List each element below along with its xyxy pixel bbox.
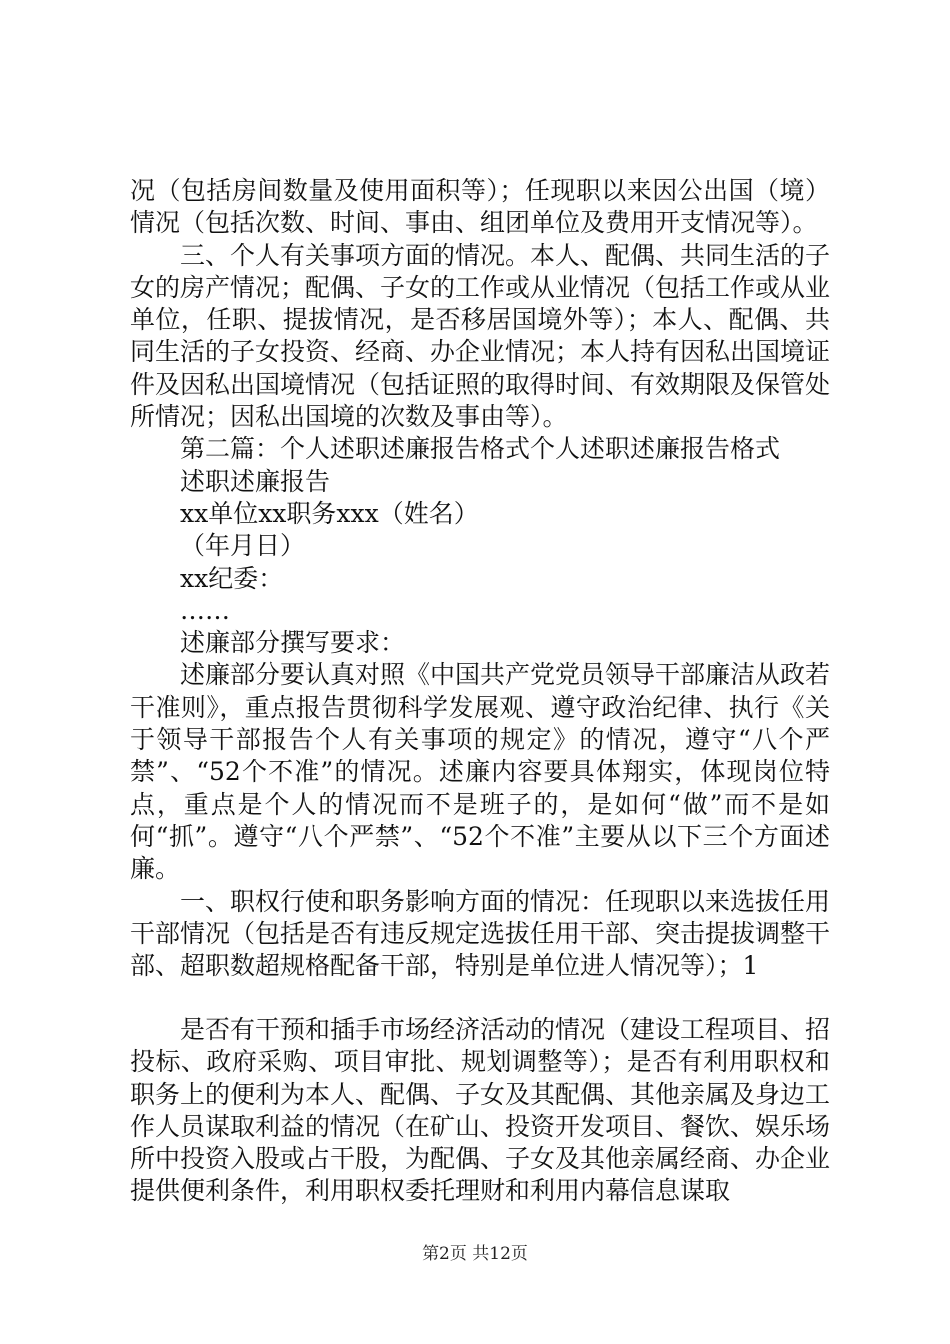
paragraph-market-activity: 是否有干预和插手市场经济活动的情况（建设工程项目、招投标、政府采购、项目审批、规划调整等）；是否有利用职权和职务上的便利为本人、配偶、子女及其配偶、其他亲属及身边工作人员谋取利益的情况（在矿山、投资开发项目、餐饮、娱乐场所中投资入股或占干股，为配偶、子女及其他亲属经商、办企业提供便利条件，利用职权委托理财和利用内幕信息谋取: [130, 1015, 831, 1206]
page-number: 第2页 共12页: [422, 1244, 528, 1264]
ellipsis-line: ……: [180, 595, 230, 625]
paragraph-continued: 况（包括房间数量及使用面积等）；任现职以来因公出国（境）情况（包括次数、时间、事由、组团单位及费用开支情况等）。: [130, 176, 830, 238]
paragraph-requirements: 述廉部分要认真对照《中国共产党党员领导干部廉洁从政若干准则》，重点报告贯彻科学发展观、遵守政治纪律、执行《关于领导干部报告个人有关事项的规定》的情况，遵守“八个严禁”、“52个不准”的情况。述廉内容要具体翔实，体现岗位特点，重点是个人的情况而不是班子的，是如何“做”而不是如何“抓”。遵守“八个严禁”、“52个不准”主要从以下三个方面述廉。: [130, 660, 831, 884]
recipient-line: xx纪委：: [180, 563, 284, 593]
page-footer: [0, 1243, 950, 1265]
body-text-upper: [130, 175, 830, 982]
chapter-heading: 第二篇：个人述职述廉报告格式个人述职述廉报告格式: [180, 434, 781, 464]
paragraph-section-one: 一、职权行使和职务影响方面的情况：任现职以来选拔任用干部情况（包括是否有违反规定选拔任用干部、突击提拔调整干部、超职数超规格配备干部，特别是单位进人情况等）；1: [130, 886, 831, 981]
report-title: 述职述廉报告: [180, 466, 331, 496]
paragraph-section-three: 三、个人有关事项方面的情况。本人、配偶、共同生活的子女的房产情况；配偶、子女的工作或从业情况（包括工作或从业单位，任职、提拔情况，是否移居国境外等）；本人、配偶、共同生活的子女投资、经商、办企业情况；本人持有因私出国境证件及因私出国境情况（包括证照的取得时间、有效期限及保管处所情况；因私出国境的次数及事由等）。: [130, 240, 831, 432]
body-text-lower: [130, 1014, 830, 1208]
requirements-heading: 述廉部分撰写要求：: [180, 628, 406, 658]
date-line: （年月日）: [180, 531, 306, 561]
author-line: xx单位xx职务xxx（姓名）: [180, 498, 479, 528]
